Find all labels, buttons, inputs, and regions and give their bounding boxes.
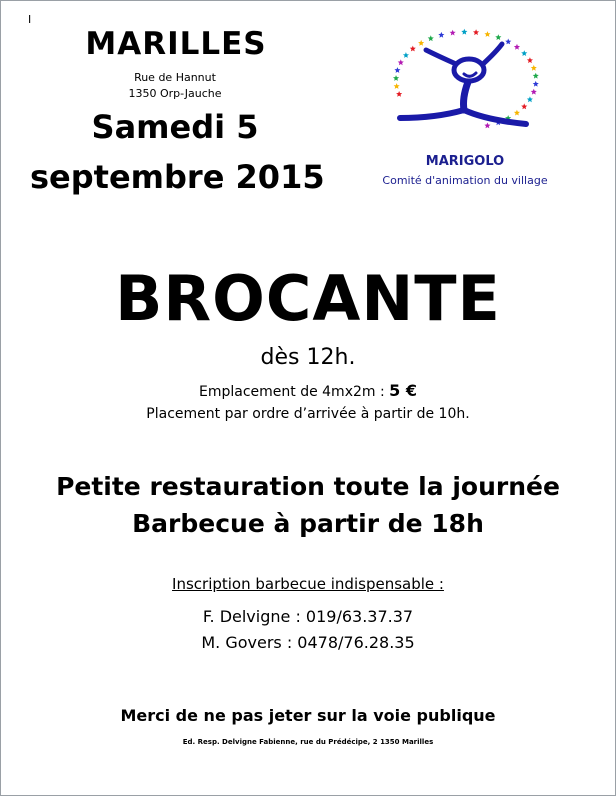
event-title: BROCANTE <box>115 262 501 335</box>
star-icon <box>521 103 527 109</box>
contact-delvigne: F. Delvigne : 019/63.37.37 <box>202 607 414 626</box>
event-start-time: dès 12h. <box>260 345 356 370</box>
star-icon <box>428 35 434 41</box>
star-icon <box>418 40 424 46</box>
responsible-publisher: Ed. Resp. Delvigne Fabienne, rue du Prédécipe, 2 1350 Marilles <box>182 738 434 746</box>
city-address: 1350 Orp-Jauche <box>128 87 222 100</box>
pitch-label: Emplacement de 4mx2m : <box>198 384 385 400</box>
food-all-day: Petite restauration toute la journée <box>56 472 560 501</box>
litter-notice: Merci de ne pas jeter sur la voie publique <box>120 706 496 725</box>
star-icon <box>514 110 520 116</box>
star-icon <box>484 123 490 129</box>
star-icon <box>394 83 400 89</box>
star-icon <box>521 50 527 56</box>
barbecue-time: Barbecue à partir de 18h <box>132 509 484 538</box>
text-cursor-marker: I <box>28 13 32 26</box>
star-icon <box>410 46 416 52</box>
star-icon <box>495 34 501 40</box>
star-icon <box>531 65 537 71</box>
marigolo-logo <box>386 26 546 150</box>
organization-name: MARIGOLO <box>425 154 505 169</box>
star-icon <box>394 67 400 73</box>
star-icon <box>527 96 533 102</box>
star-icon <box>450 30 456 36</box>
star-icon <box>505 39 511 45</box>
event-date-day: Samedi 5 <box>91 108 259 146</box>
placement-info: Placement par ordre d’arrivée à partir de 10h. <box>146 406 470 422</box>
star-icon <box>533 81 539 87</box>
logo-figure-icon <box>400 44 526 124</box>
star-icon <box>396 91 402 97</box>
contact-govers: M. Govers : 0478/76.28.35 <box>201 633 415 652</box>
star-icon <box>484 31 490 37</box>
star-icon <box>393 75 399 81</box>
organization-subtitle: Comité d'animation du village <box>382 174 548 187</box>
star-icon <box>473 29 479 35</box>
star-icon <box>403 52 409 58</box>
registration-title: Inscription barbecue indispensable : <box>172 575 444 593</box>
event-date-month: septembre 2015 <box>30 158 325 196</box>
pitch-price: 5 € <box>389 381 417 400</box>
star-icon <box>527 57 533 63</box>
pitch-price-line <box>0 381 616 400</box>
star-icon <box>533 73 539 79</box>
street-address: Rue de Hannut <box>134 71 216 84</box>
star-icon <box>531 89 537 95</box>
star-icon <box>514 44 520 50</box>
star-icon <box>438 32 444 38</box>
village-name: MARILLES <box>85 26 267 62</box>
star-icon <box>398 59 404 65</box>
star-icon <box>461 29 467 35</box>
